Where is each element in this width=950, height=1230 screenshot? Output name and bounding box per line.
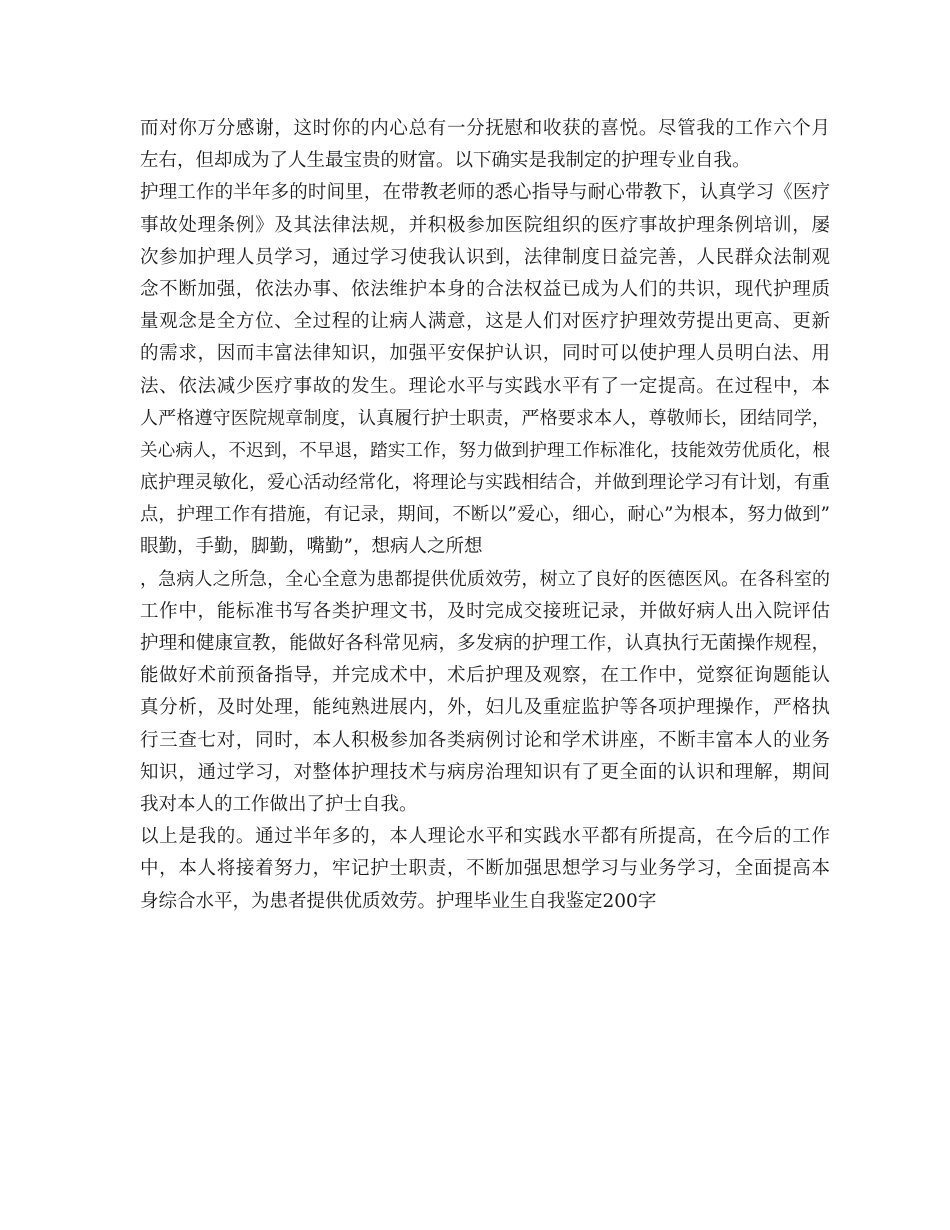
document-body <box>140 113 830 918</box>
text-line: ，急病人之所急，全心全意为患都提供优质效劳，树立了良好的医德医风。在各科室的 <box>140 568 830 590</box>
text-line: 身综合水平，为患者提供优质效劳。护理毕业生自我鉴定200字 <box>140 890 657 912</box>
text-line: 次参加护理人员学习，通过学习使我认识到，法律制度日益完善，人民群众法制观 <box>140 246 830 268</box>
text-line: 中，本人将接着努力，牢记护士职责，不断加强思想学习与业务学习，全面提高本 <box>140 858 830 880</box>
text-line: 以上是我的。通过半年多的，本人理论水平和实践水平都有所提高，在今后的工作 <box>140 826 830 848</box>
text-line: 护理和健康宣教，能做好各科常见病，多发病的护理工作，认真执行无菌操作规程， <box>140 633 830 654</box>
text-line: 念不断加强，依法办事、依法维护本身的合法权益已成为人们的共识，现代护理质 <box>140 278 830 300</box>
text-line: 事故处理条例》及其法律法规，并积极参加医院组织的医疗事故护理条例培训，屡 <box>140 214 830 236</box>
text-line: 左右，但却成为了人生最宝贵的财富。以下确实是我制定的护理专业自我。 <box>140 150 751 172</box>
text-line: 我对本人的工作做出了护士自我。 <box>140 793 418 815</box>
text-line: 真分析，及时处理，能纯熟进展内，外，妇儿及重症监护等各项护理操作，严格执 <box>140 697 830 719</box>
text-line: 法、依法减少医疗事故的发生。理论水平与实践水平有了一定提高。在过程中，本 <box>140 375 830 397</box>
text-line: 的需求，因而丰富法律知识，加强平安保护认识，同时可以使护理人员明白法、用 <box>140 343 830 365</box>
text-line: 关心病人，不迟到，不早退，踏实工作，努力做到护理工作标准化，技能效劳优质化，根 <box>140 440 830 461</box>
text-line: 工作中，能标准书写各类护理文书，及时完成交接班记录，并做好病人出入院评估 <box>140 600 830 622</box>
text-line: 能做好术前预备指导，并完成术中，术后护理及观察，在工作中，觉察征询题能认 <box>140 665 830 687</box>
text-line: 而对你万分感谢，这时你的内心总有一分抚慰和收获的喜悦。尽管我的工作六个月 <box>140 118 830 139</box>
text-line: 底护理灵敏化，爱心活动经常化，将理论与实践相结合，并做到理论学习有计划，有重 <box>140 472 830 494</box>
text-line: 点，护理工作有措施，有记录，期间，不断以”爱心，细心，耐心”为根本，努力做到” <box>140 504 830 526</box>
text-line: 眼勤，手勤，脚勤，嘴勤”，想病人之所想 <box>140 536 483 558</box>
text-line: 行三查七对，同时，本人积极参加各类病例讨论和学术讲座，不断丰富本人的业务 <box>140 729 830 751</box>
text-line: 护理工作的半年多的时间里，在带教老师的悉心指导与耐心带教下，认真学习《医疗 <box>140 182 830 204</box>
text-line: 量观念是全方位、全过程的让病人满意，这是人们对医疗护理效劳提出更高、更新 <box>140 311 830 333</box>
text-line: 知识，通过学习，对整体护理技术与病房治理知识有了更全面的认识和理解，期间 <box>140 761 830 783</box>
text-line: 人严格遵守医院规章制度，认真履行护士职责，严格要求本人，尊敬师长，团结同学， <box>140 407 830 429</box>
